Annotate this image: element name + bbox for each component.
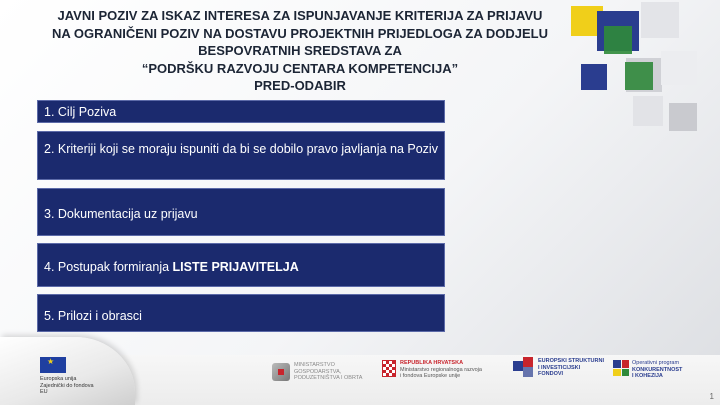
agenda-item-procedure[interactable] xyxy=(37,243,445,287)
republic-croatia-logo xyxy=(382,360,492,380)
agenda-item-label: 2. Kriteriji koji se moraju ispuniti da bi se dobilo pravo javljanja na Poziv xyxy=(44,142,438,156)
gray-right-square-decoration xyxy=(669,103,697,131)
agenda-item-criteria[interactable] xyxy=(37,131,445,180)
title-line: PRED-ODABIR xyxy=(254,78,346,93)
republic-text: i fondova Europske unije xyxy=(400,373,461,379)
op-text: I KOHEZIJA xyxy=(632,373,663,379)
op-text: Operativni program xyxy=(632,360,680,366)
title-line: NA OGRANIČENI POZIV NA DOSTAVU PROJEKTNIH PRIJEDLOGA ZA DODJELU xyxy=(52,25,548,41)
eu-logo xyxy=(40,357,100,396)
agenda-item-bold-label: LISTE PRIJAVITELJA xyxy=(172,260,299,274)
light-gray-square-decoration xyxy=(641,2,679,38)
eu-flag-icon: ★ xyxy=(40,357,66,373)
esi-funds-logo xyxy=(513,357,605,379)
esi-puzzle-icon xyxy=(513,357,535,379)
page-title xyxy=(20,7,580,95)
agenda-item-label: 1. Cilj Poziva xyxy=(44,105,117,119)
eu-logo-text: Zajednički do fondova EU xyxy=(40,382,94,395)
op-squares-icon xyxy=(613,360,629,376)
title-line: “PODRŠKU RAZVOJU CENTARA KOMPETENCIJA” xyxy=(141,60,459,76)
pale-square-decoration xyxy=(661,51,697,85)
title-line: BESPOVRATNIH SREDSTAVA ZA xyxy=(198,43,402,58)
title-line: JAVNI POZIV ZA ISKAZ INTERESA ZA ISPUNJAVANJE KRITERIJA ZA PRIJAVU xyxy=(57,8,543,23)
republic-text: Ministarstvo regionalnoga razvoja xyxy=(400,366,482,373)
operational-programme-logo xyxy=(613,360,693,380)
agenda-item-documentation[interactable] xyxy=(37,188,445,236)
croatian-coat-of-arms-icon xyxy=(382,360,396,377)
ministry-economy-logo xyxy=(272,362,372,382)
page-number: 1 xyxy=(709,392,714,401)
ministry-economy-text: MINISTARSTVO GOSPODARSTVA, PODUZETNIŠTVA I OBRTA xyxy=(294,362,363,381)
republic-text: REPUBLIKA HRVATSKA xyxy=(400,360,464,366)
green-square-decoration xyxy=(604,26,632,54)
agenda-item-goal[interactable] xyxy=(37,100,445,123)
esi-text: EUROPSKI STRUKTURNI xyxy=(538,358,605,365)
op-text: KONKURENTNOST xyxy=(632,366,683,373)
eu-logo-text: Europska unija xyxy=(40,376,77,382)
cube-icon xyxy=(272,363,290,381)
light-right-square-decoration xyxy=(633,96,663,126)
esi-text: I INVESTICIJSKI FONDOVI xyxy=(538,364,581,378)
agenda-item-label: 4. Postupak formiranja xyxy=(44,260,173,274)
agenda-item-label: 3. Dokumentacija uz prijavu xyxy=(44,207,198,221)
blue-small-square-decoration xyxy=(581,64,607,90)
agenda-item-attachments[interactable] xyxy=(37,294,445,332)
green-small-square-decoration xyxy=(625,62,653,90)
agenda-item-label: 5. Prilozi i obrasci xyxy=(44,309,142,323)
